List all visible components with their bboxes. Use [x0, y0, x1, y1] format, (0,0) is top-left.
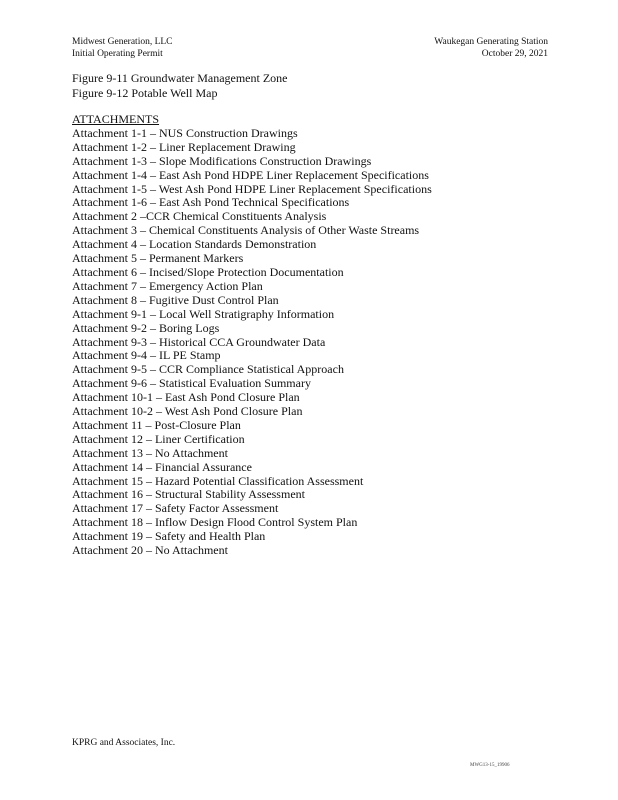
attachment-item: Attachment 1-3 – Slope Modifications Construction Drawings [72, 153, 372, 168]
footer-firm: KPRG and Associates, Inc. [72, 738, 176, 748]
attachment-item: Attachment 1-1 – NUS Construction Drawings [72, 125, 298, 140]
attachment-item: Attachment 1-5 – West Ash Pond HDPE Liner Replacement Specifications [72, 181, 432, 196]
attachment-item: Attachment 4 – Location Standards Demonstration [72, 237, 317, 252]
attachment-item: Attachment 1-4 – East Ash Pond HDPE Liner Replacement Specifications [72, 167, 429, 182]
attachment-item: Attachment 9-5 – CCR Compliance Statistical Approach [72, 362, 344, 377]
header-right [434, 37, 548, 60]
header-left [72, 37, 173, 60]
attachment-item: Attachment 9-3 – Historical CCA Groundwater Data [72, 334, 326, 349]
attachment-item: Attachment 18 – Inflow Design Flood Control System Plan [72, 515, 358, 530]
figure-item: Figure 9-11 Groundwater Management Zone [72, 71, 288, 85]
footer-bates-number: MWG13-15_19906 [470, 763, 510, 768]
attachment-list [72, 113, 432, 558]
attachment-item: Attachment 2 –CCR Chemical Constituents Analysis [72, 209, 327, 224]
attachment-item: Attachment 9-4 – IL PE Stamp [72, 348, 221, 363]
attachments-heading: ATTACHMENTS [72, 112, 160, 126]
station-name: Waukegan Generating Station [434, 37, 548, 47]
attachment-item: Attachment 8 – Fugitive Dust Control Plan [72, 292, 279, 307]
attachment-item: Attachment 9-1 – Local Well Stratigraphy Information [72, 306, 335, 321]
attachment-item: Attachment 5 – Permanent Markers [72, 251, 244, 266]
attachment-item: Attachment 9-6 – Statistical Evaluation Summary [72, 376, 311, 391]
permit-title: Initial Operating Permit [72, 48, 163, 59]
attachment-item: Attachment 14 – Financial Assurance [72, 459, 252, 474]
attachment-item: Attachment 11 – Post-Closure Plan [72, 417, 241, 432]
attachment-item: Attachment 3 – Chemical Constituents Analysis of Other Waste Streams [72, 223, 420, 238]
document-date: October 29, 2021 [481, 48, 548, 59]
attachment-item: Attachment 15 – Hazard Potential Classification Assessment [72, 473, 364, 488]
attachment-item: Attachment 1-2 – Liner Replacement Drawing [72, 139, 296, 154]
attachment-item: Attachment 12 – Liner Certification [72, 431, 245, 446]
attachment-item: Attachment 13 – No Attachment [72, 445, 228, 460]
figure-item: Figure 9-12 Potable Well Map [72, 85, 218, 100]
attachment-item: Attachment 10-1 – East Ash Pond Closure Plan [72, 390, 300, 405]
attachment-item: Attachment 10-2 – West Ash Pond Closure Plan [72, 404, 303, 419]
figure-list [72, 71, 288, 100]
attachment-item: Attachment 20 – No Attachment [72, 543, 228, 558]
attachment-item: Attachment 16 – Structural Stability Assessment [72, 487, 305, 502]
attachment-item: Attachment 6 – Incised/Slope Protection Documentation [72, 264, 344, 279]
attachment-item: Attachment 7 – Emergency Action Plan [72, 278, 263, 293]
attachment-item: Attachment 9-2 – Boring Logs [72, 320, 220, 335]
attachment-item: Attachment 1-6 – East Ash Pond Technical Specifications [72, 195, 350, 210]
company-name: Midwest Generation, LLC [72, 37, 173, 47]
attachment-item: Attachment 17 – Safety Factor Assessment [72, 501, 279, 516]
attachment-item: Attachment 19 – Safety and Health Plan [72, 529, 266, 544]
